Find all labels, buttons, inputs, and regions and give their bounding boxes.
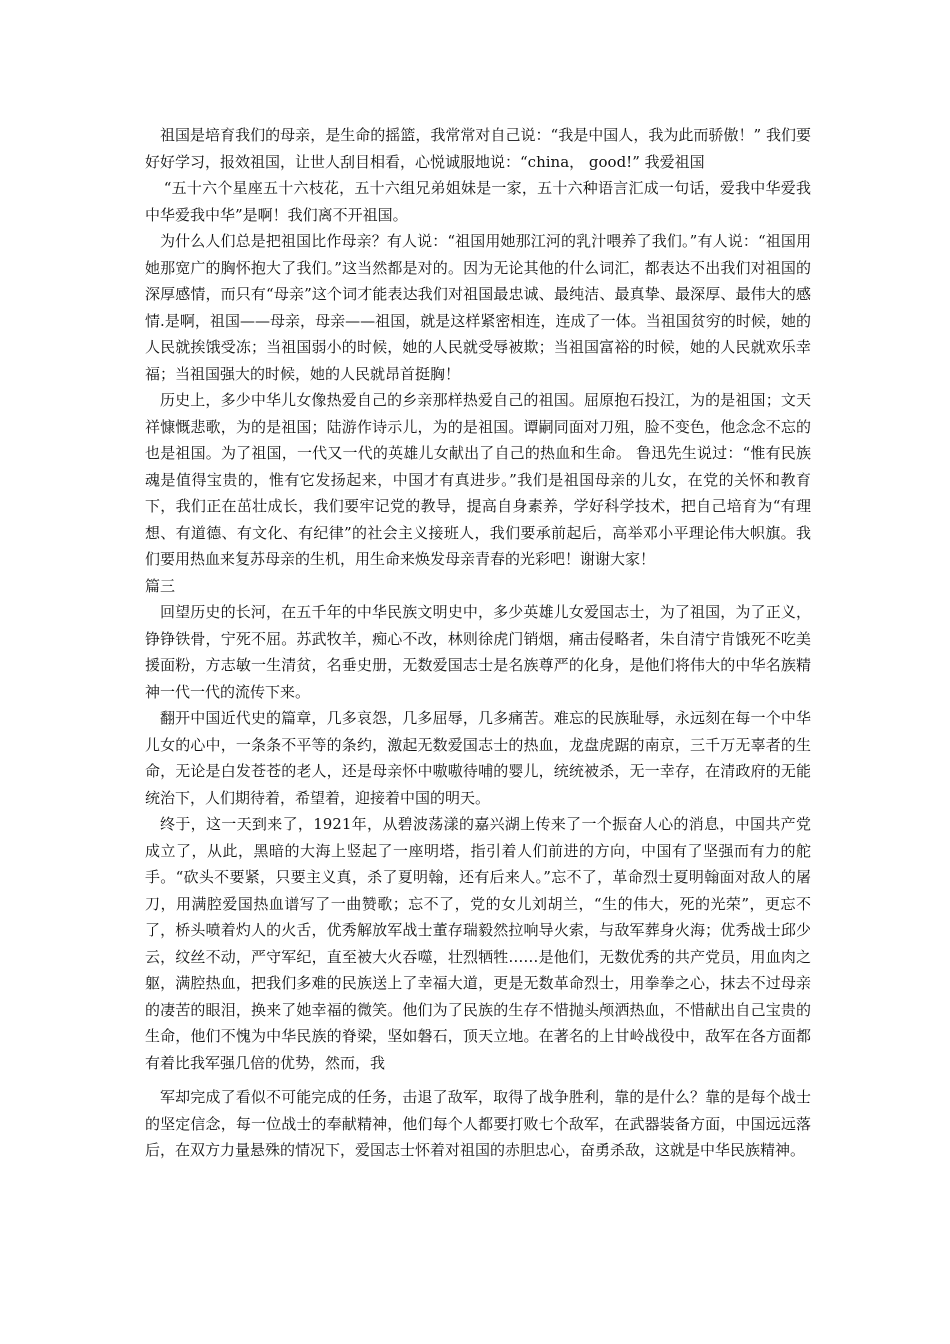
paragraph-fifty-six-flowers: “五十六个星座五十六枝花，五十六组兄弟姐妹是一家，五十六种语言汇成一句话，爱我中华爱我中华爱我中华”是啊！我们离不开祖国。 xyxy=(145,179,811,224)
paragraph-look-back-history: 回望历史的长河，在五千年的中华民族文明史中，多少英雄儿女爱国志士，为了祖国，为了正义，铮铮铁骨，宁死不屈。苏武牧羊，痴心不改，林则徐虎门销烟，痛击侵略者，朱自清宁肯饿死不吃美援面粉，方志敏一生清贫，名垂史册，无数爱国志士是名族尊严的化身，是他们将伟大的中华名族精神一代一代的流传下来。 xyxy=(145,603,811,701)
paragraph-mother-metaphor: 为什么人们总是把祖国比作母亲？有人说：“祖国用她那江河的乳汁喂养了我们。”有人说：“祖国用她那宽广的胸怀抱大了我们。”这当然都是对的。因为无论其他的什么词汇，都表达不出我们对祖国的深厚感情，而只有“母亲”这个词才能表达我们对祖国最忠诚、最纯洁、最真挚、最深厚、最伟大的感情.是啊，祖国——母亲，母亲——祖国，就是这样紧密相连，连成了一体。当祖国贫穷的时候，她的人民就挨饿受冻；当祖国弱小的时候，她的人民就受辱被欺；当祖国富裕的时候，她的人民就欢乐幸福；当祖国强大的时候，她的人民就昂首挺胸！ xyxy=(145,232,811,383)
section-heading: 篇三 xyxy=(145,576,176,595)
document-page xyxy=(145,122,811,1164)
paragraph-national-spirit: 军却完成了看似不可能完成的任务，击退了敌军，取得了战争胜利，靠的是什么？靠的是每个战士的坚定信念，每一位战士的奉献精神，他们每个人都要打败七个敌军，在武器装备方面，中国远远落后，在双方力量悬殊的情况下，爱国志士怀着对祖国的赤胆忠心，奋勇杀敌，这就是中华民族精神。 xyxy=(145,1088,811,1159)
paragraph-love-motherland: 祖国是培育我们的母亲，是生命的摇篮，我常常对自己说：“我是中国人，我为此而骄傲！” 我们要好好学习，报效祖国，让世人刮目相看，心悦诚服地说：“china， good!” 我爱祖国 xyxy=(145,126,811,171)
paragraph-modern-history: 翻开中国近代史的篇章，几多哀怨，几多屈辱，几多痛苦。难忘的民族耻辱，永远刻在每一个中华儿女的心中，一条条不平等的条约，激起无数爱国志士的热血，龙盘虎踞的南京，三千万无辜者的生命，无论是白发苍苍的老人，还是母亲怀中嗷嗷待哺的婴儿，统统被杀，无一幸存，在清政府的无能统治下，人们期待着，希望着，迎接着中国的明天。 xyxy=(145,709,811,807)
paragraph-party-founded: 终于，这一天到来了，1921年，从碧波荡漾的嘉兴湖上传来了一个振奋人心的消息，中国共产党成立了，从此，黑暗的大海上竖起了一座明塔，指引着人们前进的方向，中国有了坚强而有力的舵手。“砍头不要紧，只要主义真，杀了夏明翰，还有后来人。”忘不了，革命烈士夏明翰面对敌人的屠刀，用满腔爱国热血谱写了一曲赞歌；忘不了，党的女儿刘胡兰，“生的伟大，死的光荣”，更忘不了，桥头喷着灼人的火舌，优秀解放军战士董存瑞毅然拉响导火索，与敌军葬身火海；优秀战士邱少云，纹丝不动，严守军纪，直至被大火吞噬，壮烈牺牲……是他们，无数优秀的共产党员，用血肉之躯，满腔热血，把我们多难的民族送上了幸福大道，更是无数革命烈士，用拳拳之心，抹去不过母亲的凄苦的眼泪，换来了她幸福的微笑。他们为了民族的生存不惜抛头颅洒热血，不惜献出自己宝贵的生命，他们不愧为中华民族的脊梁，坚如磐石，顶天立地。在著名的上甘岭战役中，敌军在各方面都有着比我军强几倍的优势，然而，我 xyxy=(145,815,811,1072)
paragraph-history-heroes: 历史上，多少中华儿女像热爱自己的乡亲那样热爱自己的祖国。屈原抱石投江，为的是祖国；文天祥慷慨悲歌，为的是祖国；陆游作诗示儿，为的是祖国。谭嗣同面对刀殂，脸不变色，他念念不忘的也是祖国。为了祖国，一代又一代的英雄儿女献出了自己的热血和生命。 鲁迅先生说过：“惟有民族魂是值得宝贵的，惟有它发扬起来，中国才有真进步。”我们是祖国母亲的儿女，在党的关怀和教育下，我们正在茁壮成长，我们要牢记党的教导，提高自身素养，学好科学技术，把自己培育为“有理想、有道德、有文化、有纪律”的社会主义接班人，我们要承前起后，高举邓小平理论伟大帜旗。我们要用热血来复苏母亲的生机，用生命来焕发母亲青春的光彩吧！谢谢大家！ xyxy=(145,391,811,568)
